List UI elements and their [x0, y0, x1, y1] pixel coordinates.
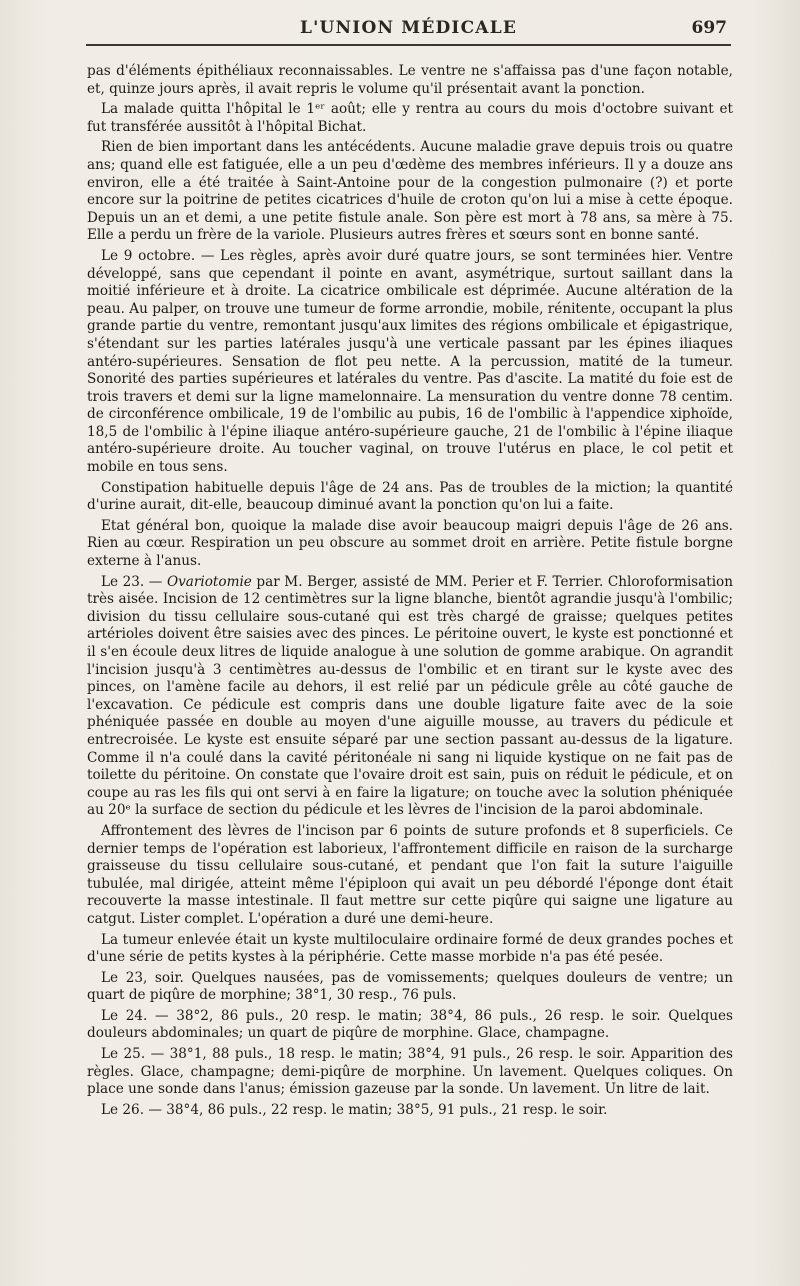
paragraph-constipation: Constipation habituelle depuis l'âge de 24 ans. Pas de troubles de la miction; la quantité d'urine aurait, dit-elle, beaucoup diminué avant la ponction qu'on lui a faite. — [87, 479, 733, 514]
running-title: L'UNION MÉDICALE — [299, 18, 518, 38]
paragraph-day-25: Le 25. — 38°1, 88 puls., 18 resp. le matin; 38°4, 91 puls., 26 resp. le soir. Apparition des règles. Glace, champagne; demi-piqûre de morphine. Un lavement. Quelques coliques. On place une sonde dans l'anus; émission gazeuse par la sonde. Un lavement. Un litre de lait. — [87, 1046, 733, 1098]
paragraph-continuation: pas d'éléments épithéliaux reconnaissables. Le ventre ne s'affaissa pas d'une façon notable, et, quinze jours après, il avait repris le volume qu'il présentait avant la ponction. — [87, 63, 733, 97]
paragraph-day-26: Le 26. — 38°4, 86 puls., 22 resp. le matin; 38°5, 91 puls., 21 resp. le soir. — [101, 1101, 608, 1118]
paragraph-ovariotomy: Le 23. — Ovariotomie par M. Berger, assisté de MM. Perier et F. Terrier. Chloroformisation très aisée. Incision de 12 centimètres sur la ligne blanche, bientôt agrandie jusqu'à l'ombilic; division du tissu cellulaire sous-cutané qui est très chargé de graisse; quelques petites artérioles doivent être saisies avec des pinces. Le péritoine ouvert, le kyste est ponctionné et il s'en écoule deux litres de liquide analogue à une solution de gomme arabique. On agrandit l'incision jusqu'à 3 centimètres au-dessus de l'ombilic et en tirant sur le kyste avec des pinces, on l'amène facile au dehors, il est relié par un pédicule grêle au côté gauche de l'excavation. Ce pédicule est compris dans une double ligature faite avec de la soie phéniquée passée en double au moyen d'une aiguille mousse, au travers du pédicule et entrecroisée. Le kyste est ensuite séparé par une section passant au-dessus de la ligature. Comme il n'a coulé dans la cavité péritonéale ni sang ni liquide kystique on ne fait pas de toilette du péritoine. On constate que l'ovaire droit est sain, puis on réduit le pédicule, et on coupe au ras les fils qui ont servi à en faire la ligature; on touche avec la solution phéniquée au 20ᵉ la surface de section du pédicule et les lèvres de l'incision de la paroi abdominale. — [87, 573, 733, 819]
paragraph-day-23-evening: Le 23, soir. Quelques nausées, pas de vomissements; quelques douleurs de ventre; un quart de piqûre de morphine; 38°1, 30 resp., 76 puls. — [87, 969, 733, 1004]
operation-name: Ovariotomie — [166, 573, 252, 590]
page-number: 697 — [691, 18, 727, 38]
paragraph-general-state: Etat général bon, quoique la malade dise avoir beaucoup maigri depuis l'âge de 26 ans. Rien au cœur. Respiration un peu obscure au sommet droit en arrière. Petite fistule borgne externe à l'anus. — [87, 517, 733, 570]
header-rule — [86, 44, 731, 46]
paragraph-tumor: La tumeur enlevée était un kyste multiloculaire ordinaire formé de deux grandes poches et d'une série de petits kystes à la périphérie. Cette masse morbide n'a pas été pesée. — [87, 931, 733, 966]
paragraph-october-9: Le 9 octobre. — Les règles, après avoir duré quatre jours, se sont terminées hier. Ventre développé, sans que cependant il pointe en avant, asymétrique, surtout saillant dans la moitié inférieure et à droite. La cicatrice ombilicale est déprimée. Aucune altération de la peau. Au palper, on trouve une tumeur de forme arrondie, mobile, rénitente, occupant la plus grande partie du ventre, remontant jusqu'aux limites des régions ombilicale et épigastrique, s'étendant sur les parties latérales jusqu'à une verticale passant par les épines iliaques antéro-supérieures. Sensation de flot peu nette. A la percussion, matité de la tumeur. Sonorité des parties supérieures et latérales du ventre. Pas d'ascite. La matité du foie est de trois travers et demi sur la ligne mamelonnaire. La mensuration du ventre donne 78 centim. de circonférence ombilicale, 19 de l'ombilic au pubis, 16 de l'ombilic à l'appendice xiphoïde, 18,5 de l'ombilic à l'épine iliaque antéro-supérieure gauche, 21 de l'ombilic à l'épine iliaque antéro-supérieure droite. Au toucher vaginal, on trouve l'utérus en place, le col petit et mobile en tous sens. — [87, 247, 733, 476]
paragraph-history: Rien de bien important dans les antécédents. Aucune maladie grave depuis trois ou quatre ans; quand elle est fatiguée, elle a un peu d'œdème des membres inférieurs. Il y a douze ans environ, elle a été traitée à Saint-Antoine pour de la congestion pulmonaire (?) et porte encore sur la poitrine de petites cicatrices d'huile de croton qu'on lui a mise à cette époque. Depuis un an et demi, a une petite fistule anale. Son père est mort à 78 ans, sa mère à 75. Elle a perdu un frère de la variole. Plusieurs autres frères et sœurs sont en bonne santé. — [87, 139, 733, 244]
paragraph-suture: Affrontement des lèvres de l'incison par 6 points de suture profonds et 8 superficiels. Ce dernier temps de l'opération est laborieux, l'affrontement difficile en raison de la surcharge graisseuse du tissu cellulaire sous-cutané, et pendant que l'on fait la suture l'aiguille tubulée, mal dirigée, atteint même l'épiploon qui avait un peu débordé l'éponge dont était recouverte la masse intestinale. Il faut mettre sur cette piqûre qui saigne une ligature au catgut. Lister complet. L'opération a duré une demi-heure. — [87, 822, 733, 927]
paragraph-discharge: La malade quitta l'hôpital le 1ᵉʳ août; elle y rentra au cours du mois d'octobre suivant et fut transférée aussitôt à l'hôpital Bichat. — [87, 101, 733, 135]
paragraph-day-24: Le 24. — 38°2, 86 puls., 20 resp. le matin; 38°4, 86 puls., 26 resp. le soir. Quelques douleurs abdominales; un quart de piqûre de morphine. Glace, champagne. — [87, 1007, 733, 1042]
body-text — [87, 63, 733, 1122]
page-header — [86, 14, 731, 44]
